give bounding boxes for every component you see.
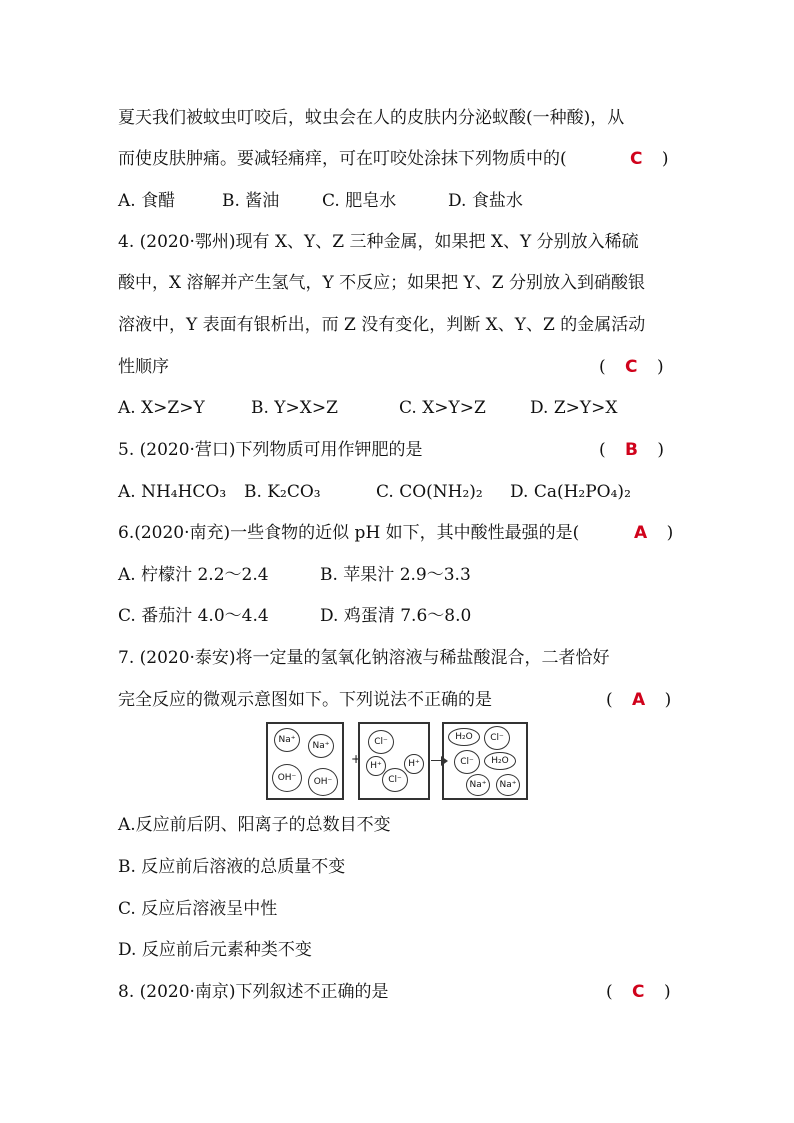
ion-na-2: Na⁺ (308, 734, 334, 758)
q7-stem-line2: 完全反应的微观示意图如下。下列说法不正确的是 (118, 690, 492, 710)
q4-stem-line3: 溶液中，Y 表面有银析出，而 Z 没有变化，判断 X、Y、Z 的金属活动 (118, 315, 646, 335)
q4-answer-letter: C (625, 357, 638, 377)
q7-close-paren: ) (664, 690, 672, 710)
q6-close-paren: ) (666, 523, 674, 543)
ion-cl-1: Cl⁻ (368, 730, 394, 754)
q4-option-a: A. X>Z>Y (118, 398, 205, 418)
q8-close-paren: ) (663, 982, 671, 1002)
q3-stem-line1: 夏天我们被蚊虫叮咬后，蚊虫会在人的皮肤内分泌蚁酸(一种酸)，从 (118, 108, 625, 128)
q7-option-d: D. 反应前后元素种类不变 (118, 940, 312, 960)
plus-sign: + (351, 752, 362, 766)
q5-close-paren: ) (657, 440, 665, 460)
ion-h-1: H⁺ (366, 756, 386, 776)
q5-option-b: B. K₂CO₃ (244, 482, 321, 502)
q7-stem-line1: 7. (2020·泰安)将一定量的氢氧化钠溶液与稀盐酸混合，二者恰好 (118, 648, 610, 668)
ion-h-2: H⁺ (404, 754, 424, 774)
ion-oh-1: OH⁻ (272, 764, 302, 792)
ion-cl-3: Cl⁻ (484, 726, 510, 750)
q3-option-a: A. 食醋 (118, 191, 176, 211)
q6-stem: 6.(2020·南充)一些食物的近似 pH 如下，其中酸性最强的是( (118, 523, 580, 543)
q3-answer (630, 148, 669, 170)
ion-cl-2: Cl⁻ (382, 768, 408, 792)
reaction-micro-diagram (266, 722, 528, 802)
q3-answer-letter: C (630, 149, 643, 169)
q8-answer-letter: C (632, 982, 645, 1002)
q7-open-paren: ( (606, 690, 613, 710)
q5-answer-letter: B (625, 440, 639, 460)
q5-option-c: C. CO(NH₂)₂ (376, 482, 483, 502)
molecule-h2o-1: H₂O (448, 728, 480, 746)
q8-answer (606, 981, 671, 1003)
q4-option-b: B. Y>X>Z (251, 398, 338, 418)
q4-stem-line1: 4. (2020·鄂州)现有 X、Y、Z 三种金属，如果把 X、Y 分别放入稀硫 (118, 232, 639, 252)
q5-stem: 5. (2020·营口)下列物质可用作钾肥的是 (118, 440, 423, 460)
reactant-box-naoh (266, 722, 344, 800)
q4-option-d: D. Z>Y>X (530, 398, 618, 418)
q4-close-paren: ) (656, 357, 664, 377)
q6-option-a: A. 柠檬汁 2.2～2.4 (118, 565, 269, 585)
q7-option-c: C. 反应后溶液呈中性 (118, 899, 278, 919)
q5-option-a: A. NH₄HCO₃ (118, 482, 227, 502)
q5-option-d: D. Ca(H₂PO₄)₂ (510, 482, 631, 502)
q3-option-d: D. 食盐水 (448, 191, 523, 211)
q3-option-c: C. 肥皂水 (322, 191, 397, 211)
q7-answer (606, 689, 671, 711)
q7-option-a: A.反应前后阴、阳离子的总数目不变 (118, 815, 391, 835)
q3-close-paren: ) (661, 149, 669, 169)
q7-option-b: B. 反应前后溶液的总质量不变 (118, 857, 346, 877)
q5-answer (599, 439, 664, 461)
q4-stem-line2: 酸中，X 溶解并产生氢气，Y 不反应；如果把 Y、Z 分别放入到硝酸银 (118, 273, 645, 293)
q8-open-paren: ( (606, 982, 613, 1002)
ion-na-1: Na⁺ (274, 728, 300, 752)
ion-oh-2: OH⁻ (308, 768, 338, 796)
q6-option-b: B. 苹果汁 2.9～3.3 (320, 565, 471, 585)
q4-open-paren: ( (599, 357, 606, 377)
q6-answer-letter: A (634, 523, 648, 543)
q6-answer (634, 522, 673, 544)
molecule-h2o-2: H₂O (484, 752, 516, 770)
ion-na-4: Na⁺ (496, 774, 520, 796)
reactant-box-hcl (358, 722, 430, 800)
q4-stem-line4: 性顺序 (118, 357, 169, 377)
q8-stem: 8. (2020·南京)下列叙述不正确的是 (118, 982, 389, 1002)
product-box (442, 722, 528, 800)
q4-option-c: C. X>Y>Z (399, 398, 486, 418)
ion-na-3: Na⁺ (466, 774, 490, 796)
q4-answer (599, 356, 664, 378)
q3-stem-line2: 而使皮肤肿痛。要减轻痛痒，可在叮咬处涂抹下列物质中的( (118, 149, 567, 169)
q5-open-paren: ( (599, 440, 606, 460)
q6-option-c: C. 番茄汁 4.0～4.4 (118, 606, 269, 626)
ion-cl-4: Cl⁻ (454, 750, 480, 774)
q3-option-b: B. 酱油 (222, 191, 280, 211)
q6-option-d: D. 鸡蛋清 7.6～8.0 (320, 606, 472, 626)
q7-answer-letter: A (632, 690, 646, 710)
